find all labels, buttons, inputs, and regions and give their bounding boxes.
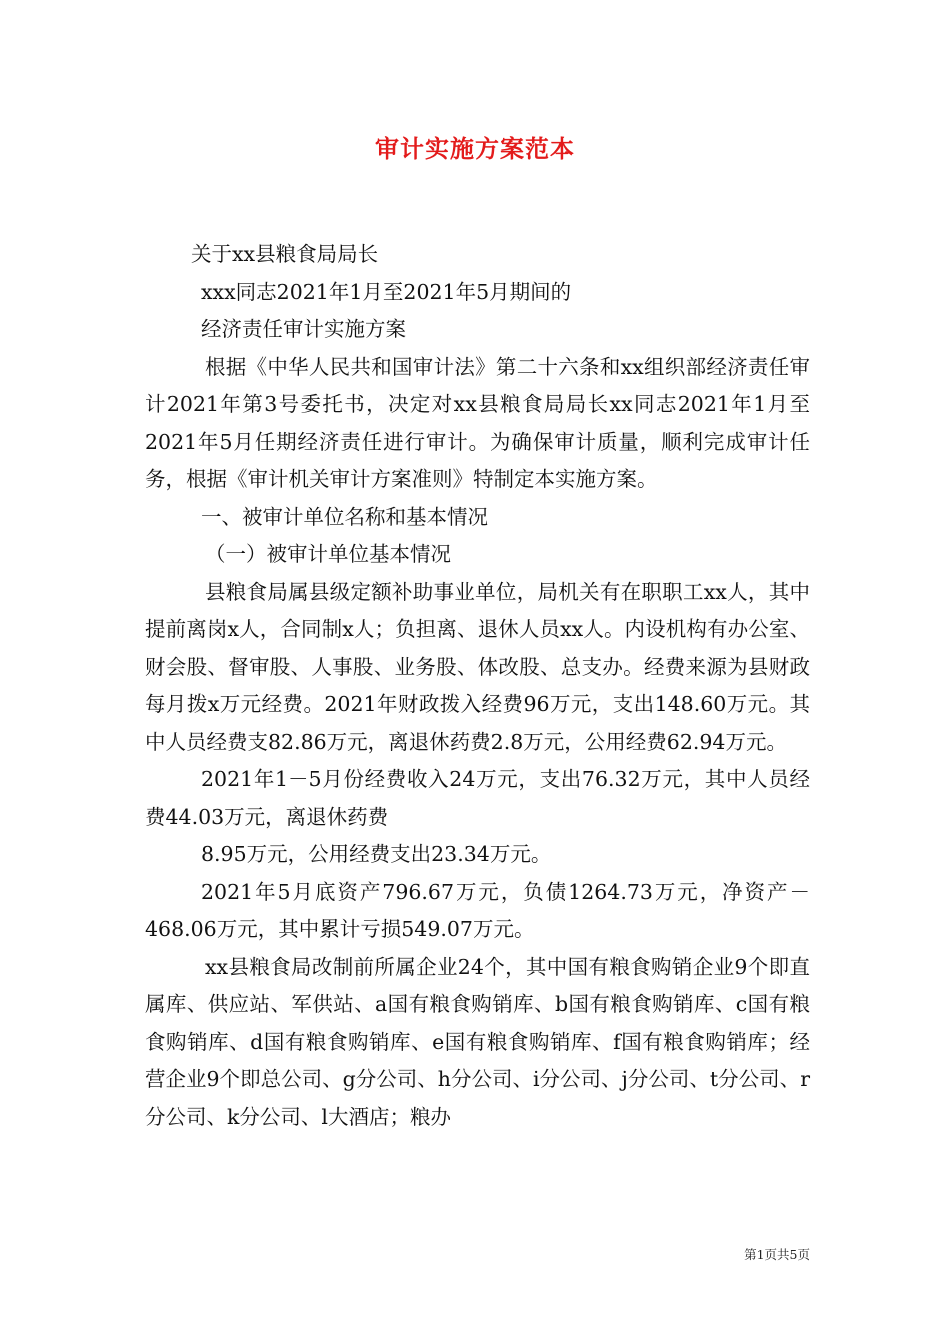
page-number: 第1页共5页 [744, 1247, 810, 1262]
heading-line-3: 经济责任审计实施方案 [201, 317, 406, 341]
subsection-heading-1: （一）被审计单位基本情况 [205, 542, 451, 566]
document-body [145, 236, 810, 1136]
paragraph-income-2021: 2021年1－5月份经费收入24万元，支出76.32万元，其中人员经费44.03万元，离退休药费 [145, 767, 810, 829]
heading-line-1: 关于xx县粮食局局长 [191, 242, 379, 266]
paragraph-assets: 2021年5月底资产796.67万元，负债1264.73万元，净资产－468.06万元，其中累计亏损549.07万元。 [145, 879, 810, 941]
paragraph-expense-continued: 8.95万元，公用经费支出23.34万元。 [201, 842, 552, 866]
paragraph-legal-basis: 根据《中华人民共和国审计法》第二十六条和xx组织部经济责任审计2021年第3号委托书，决定对xx县粮食局局长xx同志2021年1月至2021年5月任期经济责任进行审计。为确保审计质量，顺利完成审计任务，根据《审计机关审计方案准则》特制定本实施方案。 [145, 354, 810, 491]
section-heading-1: 一、被审计单位名称和基本情况 [201, 504, 488, 529]
paragraph-basic-info: 县粮食局属县级定额补助事业单位，局机关有在职职工xx人，其中提前离岗x人，合同制x人；负担离、退休人员xx人。内设机构有办公室、财会股、督审股、人事股、业务股、体改股、总支办。经费来源为县财政每月拨x万元经费。2021年财政拨入经费96万元，支出148.60万元。其中人员经费支82.86万元，离退休药费2.8万元，公用经费62.94万元。 [145, 579, 810, 754]
document-title: 审计实施方案范本 [375, 134, 575, 163]
heading-line-2: xxx同志2021年1月至2021年5月期间的 [201, 279, 572, 304]
paragraph-enterprises: xx县粮食局改制前所属企业24个，其中国有粮食购销企业9个即直属库、供应站、军供站、a国有粮食购销库、b国有粮食购销库、c国有粮食购销库、d国有粮食购销库、e国有粮食购销库、f国有粮食购销库；经营企业9个即总公司、g分公司、h分公司、i分公司、j分公司、t分公司、r分公司、k分公司、l大酒店；粮办 [145, 954, 810, 1129]
